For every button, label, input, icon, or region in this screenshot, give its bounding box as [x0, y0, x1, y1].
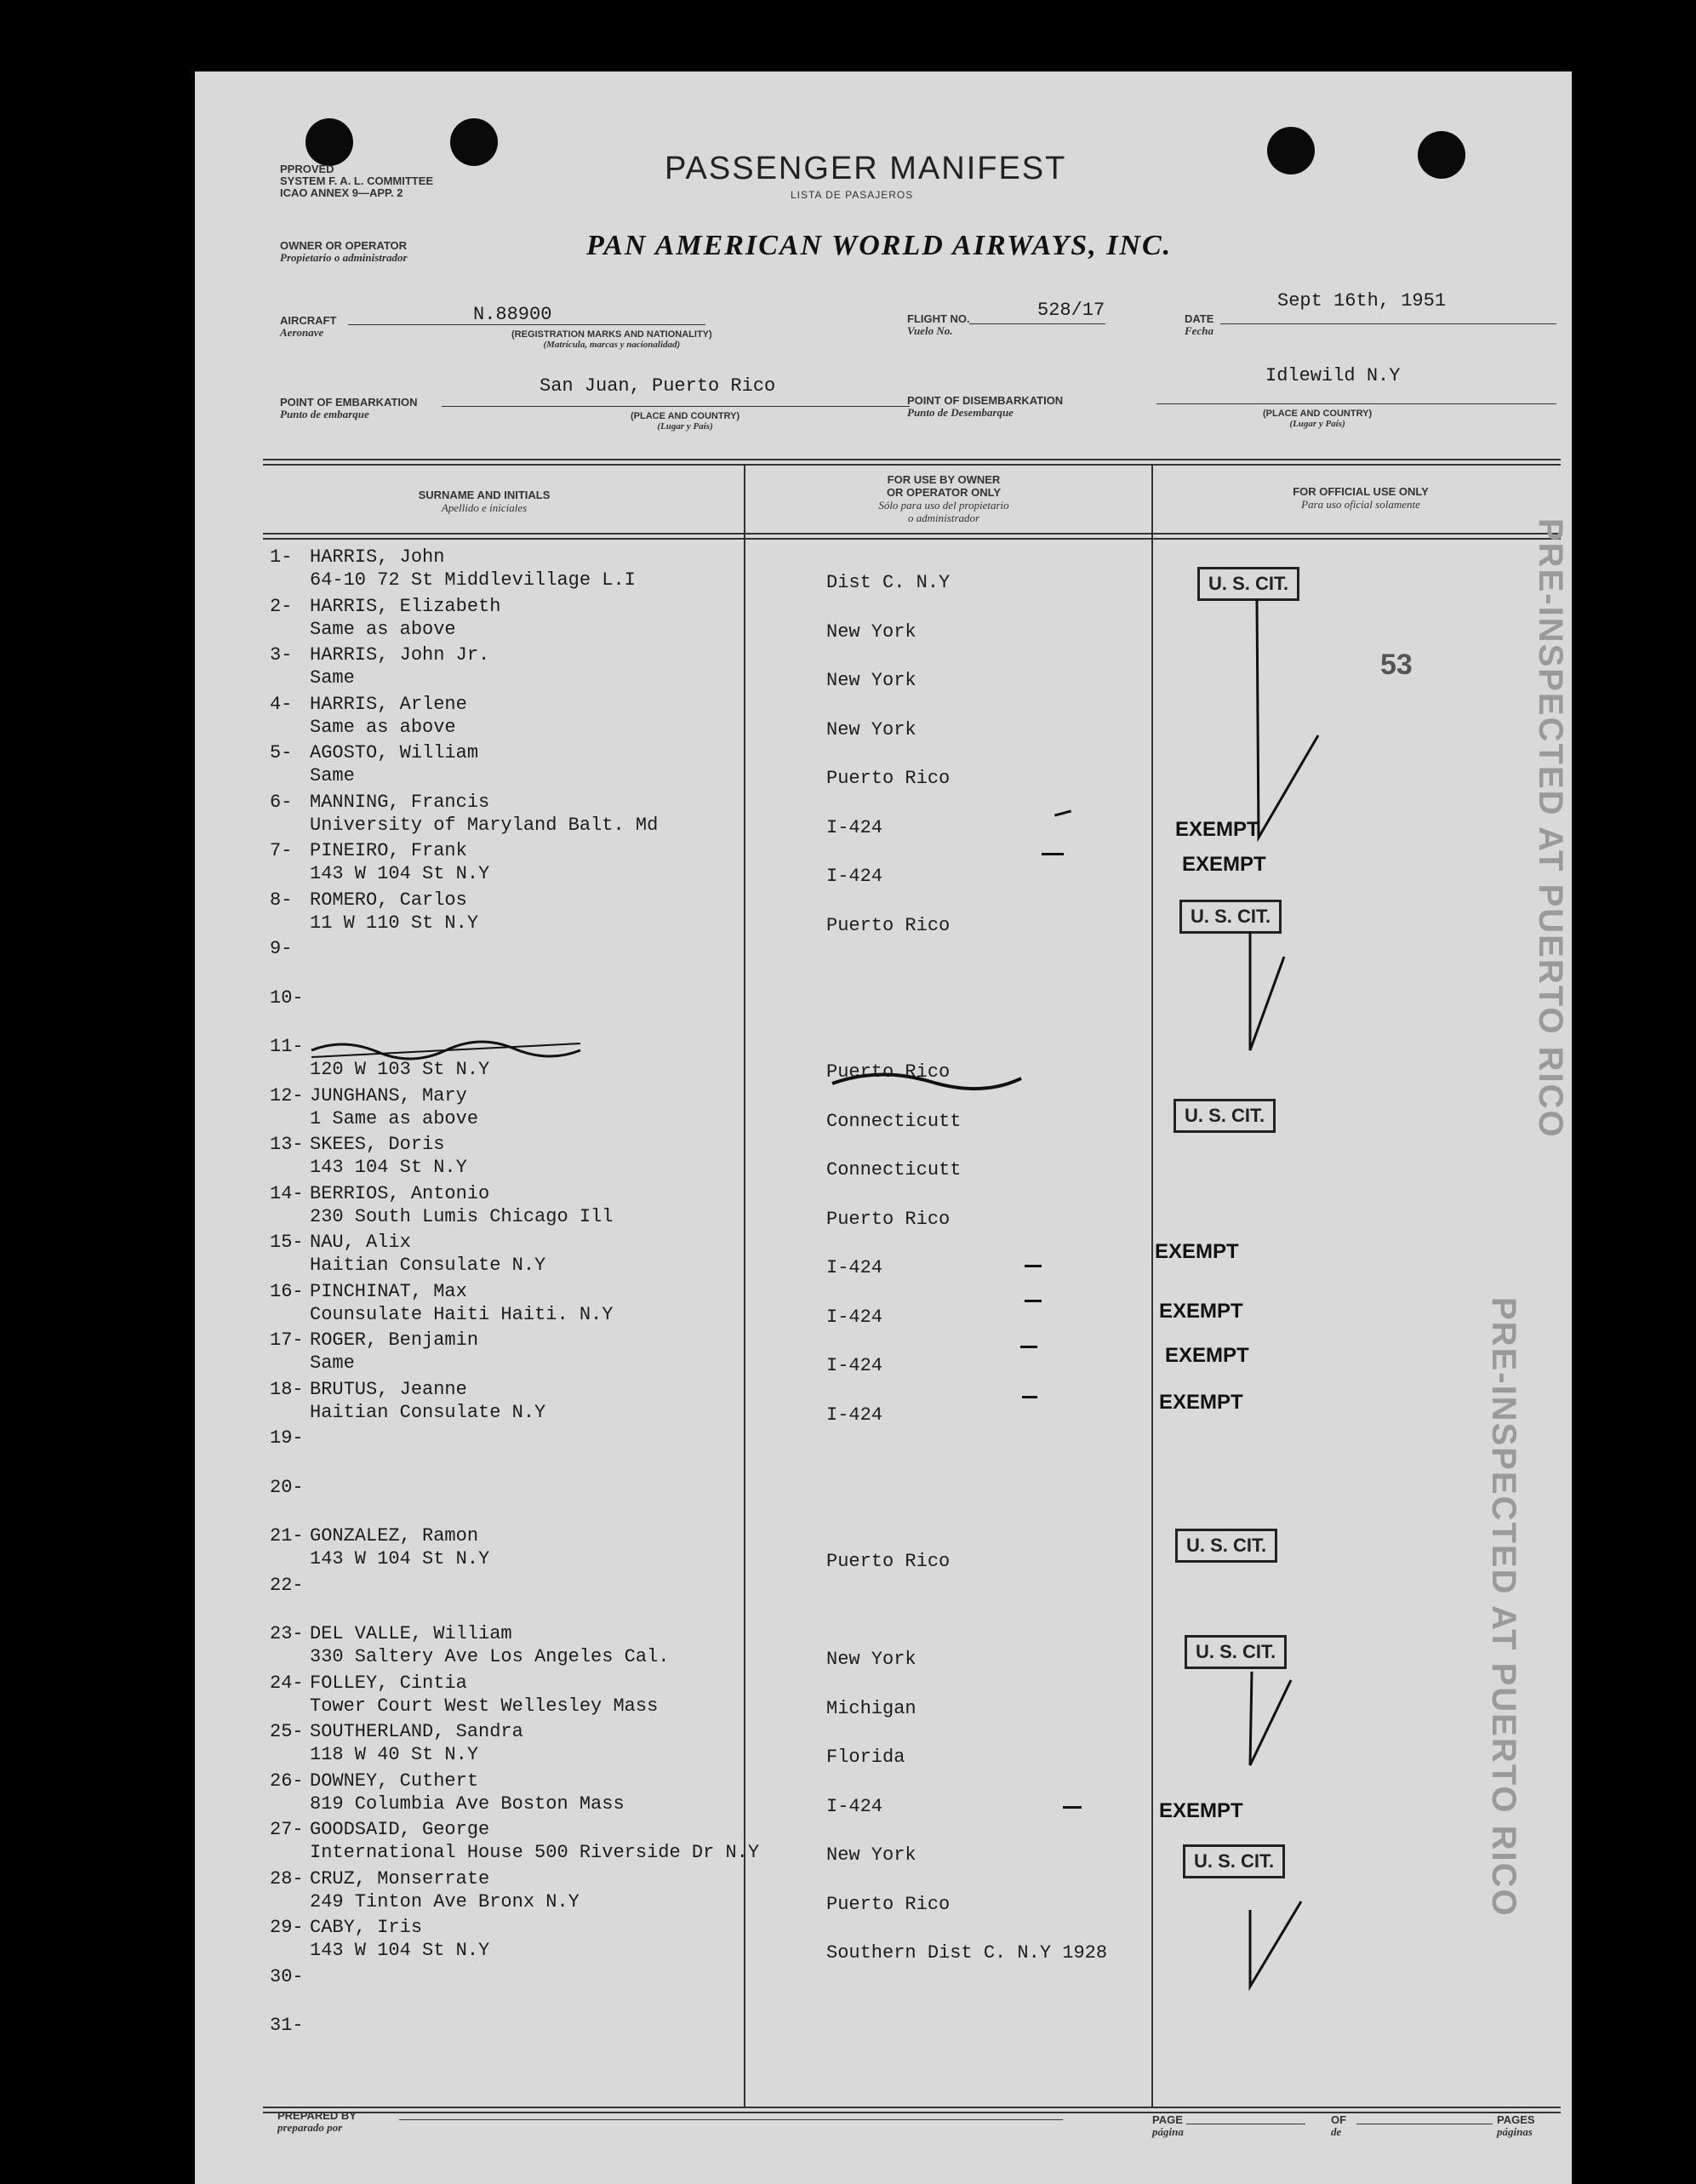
handwritten-count: 53	[1380, 649, 1413, 681]
table-row	[195, 546, 1556, 596]
handwritten-dash	[1025, 1265, 1042, 1267]
exempt-mark: EXEMPT	[1159, 1300, 1243, 1323]
passenger-name: PINEIRO, Frank	[310, 840, 467, 861]
embarkation-line	[442, 406, 910, 407]
owner-use-entry: Puerto Rico	[826, 1551, 951, 1572]
embarkation-label-es: Punto de embarque	[280, 408, 369, 420]
col-head-owner-use-en-1: FOR USE BY OWNER	[887, 473, 1001, 486]
aircraft-label-es: Aeronave	[280, 326, 324, 339]
passenger-address: University of Maryland Balt. Md	[310, 814, 659, 836]
table-row	[195, 1379, 1556, 1428]
table-row	[195, 792, 1556, 841]
row-number: 4-	[270, 693, 293, 715]
disembarkation-label	[907, 395, 1063, 419]
of-label-en: OF	[1331, 2113, 1347, 2126]
row-number: 3-	[270, 644, 293, 666]
check-mark-icon	[1216, 923, 1318, 1059]
handwritten-dash	[1042, 853, 1064, 855]
owner-use-entry: I-424	[826, 1306, 883, 1328]
disembarkation-value: Idlewild N.Y	[1265, 365, 1401, 386]
of-label-es: de	[1331, 2125, 1342, 2138]
table-row	[195, 1281, 1556, 1330]
passenger-address: 330 Saltery Ave Los Angeles Cal.	[310, 1646, 670, 1667]
aircraft-value: N.88900	[473, 304, 552, 325]
col-head-owner-use-en-2: OR OPERATOR ONLY	[886, 486, 1002, 499]
row-number: 30-	[270, 1965, 304, 1987]
owner-label-en: OWNER OR OPERATOR	[280, 239, 408, 252]
row-number: 5-	[270, 742, 293, 763]
check-mark-icon	[1216, 591, 1335, 855]
date-label-en: DATE	[1185, 312, 1214, 325]
table-row	[195, 1623, 1556, 1672]
page-subtitle: LISTA DE PASAJEROS	[791, 189, 914, 201]
col-head-owner-use-es-1: Sólo para uso del propietario	[878, 499, 1009, 512]
passenger-name: HARRIS, Arlene	[310, 693, 467, 715]
col-head-official-use-es: Para uso oficial solamente	[1301, 498, 1420, 511]
pages-label-en: PAGES	[1497, 2113, 1535, 2126]
check-mark-icon	[1242, 1893, 1344, 1995]
registration-caption-en: (REGISTRATION MARKS AND NATIONALITY)	[511, 329, 712, 340]
passenger-address: Same	[310, 765, 355, 786]
exempt-mark: EXEMPT	[1155, 1240, 1239, 1263]
passenger-address: 143 W 104 St N.Y	[310, 863, 490, 884]
handwritten-dash	[1025, 1300, 1042, 1302]
owner-use-entry: I-424	[826, 816, 883, 838]
table-row	[195, 1575, 1556, 1624]
passenger-name: SKEES, Doris	[310, 1134, 445, 1155]
us-cit-stamp: U. S. CIT.	[1183, 1844, 1285, 1878]
prepared-by-es: preparado por	[277, 2121, 343, 2134]
owner-use-entry: Puerto Rico	[826, 1208, 951, 1230]
table-row	[195, 644, 1556, 694]
row-number: 31-	[270, 2015, 304, 2036]
airline-name: PAN AMERICAN WORLD AIRWAYS, INC.	[586, 230, 1173, 261]
passenger-name: GONZALEZ, Ramon	[310, 1525, 479, 1547]
us-cit-stamp: U. S. CIT.	[1175, 1529, 1277, 1563]
passenger-name: ROGER, Benjamin	[310, 1329, 479, 1351]
approved-line: SYSTEM F. A. L. COMMITTEE	[280, 174, 434, 187]
passenger-name: DEL VALLE, William	[310, 1623, 512, 1644]
us-cit-stamp: U. S. CIT.	[1173, 1099, 1276, 1133]
row-number: 11-	[270, 1036, 304, 1057]
passenger-address: Haitian Consulate N.Y	[310, 1401, 546, 1423]
row-number: 23-	[270, 1623, 304, 1644]
table-row	[195, 596, 1556, 645]
passenger-address: Counsulate Haiti Haiti. N.Y	[310, 1303, 614, 1325]
date-value: Sept 16th, 1951	[1277, 290, 1447, 312]
embarkation-label-en: POINT OF EMBARKATION	[280, 396, 418, 409]
exempt-mark: EXEMPT	[1175, 818, 1259, 841]
passenger-name: JUNGHANS, Mary	[310, 1084, 467, 1106]
passenger-name: CRUZ, Monserrate	[310, 1867, 490, 1890]
check-mark-icon	[1216, 1663, 1318, 1774]
table-row	[195, 1329, 1556, 1379]
owner-use-entry: I-424	[826, 1257, 883, 1278]
owner-use-entry: New York	[826, 620, 917, 643]
row-number: 21-	[270, 1525, 304, 1547]
table-row	[195, 1525, 1556, 1575]
embarkation-value: San Juan, Puerto Rico	[540, 375, 776, 397]
passenger-name: DOWNEY, Cuthert	[310, 1769, 479, 1792]
owner-use-entry: Puerto Rico	[826, 1893, 951, 1915]
passenger-address: 120 W 103 St N.Y	[310, 1059, 490, 1080]
manifest-sheet	[195, 71, 1572, 2184]
passenger-name: FOLLEY, Cintia	[310, 1672, 467, 1694]
exempt-mark: EXEMPT	[1159, 1391, 1243, 1414]
flight-label-es: Vuelo No.	[907, 324, 953, 337]
registration-caption-es: (Matrícula, marcas y nacionalidad)	[543, 340, 681, 350]
owner-use-entry: I-424	[826, 1795, 883, 1817]
table-row	[195, 1672, 1556, 1722]
table-row	[195, 840, 1556, 889]
table-row	[195, 987, 1556, 1037]
passenger-name: HARRIS, Elizabeth	[310, 595, 501, 617]
row-number: 27-	[270, 1819, 304, 1840]
passenger-address: Same as above	[310, 716, 456, 738]
passenger-name: CABY, Iris	[310, 1917, 423, 1938]
row-number: 19-	[270, 1427, 304, 1449]
table-row	[195, 938, 1556, 987]
of-label	[1331, 2114, 1346, 2138]
scribble-strikeout	[829, 1063, 1025, 1097]
place-caption-en: (PLACE AND COUNTRY)	[631, 411, 740, 421]
row-number: 10-	[270, 986, 304, 1009]
table-top-rule	[263, 464, 1561, 466]
prepared-by-en: PREPARED BY	[277, 2109, 357, 2122]
punch-hole	[1267, 127, 1315, 174]
owner-label-es: Propietario o administrador	[280, 251, 408, 264]
row-number: 26-	[270, 1769, 304, 1792]
pages-label	[1497, 2114, 1535, 2138]
owner-use-entry: I-424	[826, 1404, 883, 1426]
row-number: 25-	[270, 1721, 304, 1742]
row-number: 15-	[270, 1232, 304, 1253]
exempt-mark: EXEMPT	[1182, 853, 1266, 876]
row-number: 9-	[270, 938, 293, 959]
owner-use-entry: Dist C. N.Y	[826, 572, 951, 593]
pre-inspected-stamp: PRE-INSPECTED AT PUERTO RICO	[1485, 1297, 1522, 1918]
pages-label-es: páginas	[1497, 2125, 1533, 2138]
table-bottom-rule	[263, 2112, 1561, 2113]
passenger-address: 143 W 104 St N.Y	[310, 1548, 490, 1569]
row-number: 14-	[270, 1182, 304, 1204]
owner-label	[280, 240, 408, 264]
place-caption-es: (Lugar y País)	[657, 421, 713, 432]
col-head-surname-en: SURNAME AND INITIALS	[418, 489, 551, 501]
row-number: 20-	[270, 1476, 304, 1498]
passenger-name: HARRIS, John	[310, 546, 445, 568]
passenger-name: NAU, Alix	[310, 1232, 411, 1253]
col-head-official-use	[1199, 485, 1522, 511]
passenger-address: 118 W 40 St N.Y	[310, 1744, 479, 1765]
passenger-address: 143 104 St N.Y	[310, 1157, 467, 1178]
table-row	[195, 1477, 1556, 1526]
row-number: 17-	[270, 1329, 304, 1351]
approved-line: PPROVED	[280, 163, 334, 175]
table-row	[195, 1770, 1556, 1820]
passenger-address: 143 W 104 St N.Y	[310, 1940, 490, 1961]
owner-use-entry: New York	[826, 1844, 917, 1866]
page-label-en: PAGE	[1152, 2113, 1183, 2126]
owner-use-entry: Puerto Rico	[826, 768, 951, 789]
us-cit-stamp: U. S. CIT.	[1185, 1635, 1287, 1669]
table-header-rule	[263, 533, 1561, 535]
row-number: 16-	[270, 1280, 304, 1302]
passenger-address: 64-10 72 St Middlevillage L.I	[310, 569, 636, 591]
passenger-address: Same	[310, 1352, 355, 1374]
exempt-mark: EXEMPT	[1159, 1799, 1243, 1822]
owner-use-entry: New York	[826, 670, 917, 691]
owner-use-entry: Connecticutt	[826, 1110, 962, 1132]
col-head-owner-use	[791, 473, 1097, 524]
approved-block	[280, 163, 433, 199]
row-number: 2-	[270, 595, 293, 617]
table-row	[195, 1868, 1556, 1918]
flight-line	[969, 323, 1105, 324]
table-row	[195, 1721, 1556, 1770]
owner-use-entry: I-424	[826, 1355, 883, 1376]
row-number: 13-	[270, 1134, 304, 1155]
row-number: 7-	[270, 840, 293, 861]
scribble-strikeout	[310, 1033, 582, 1067]
passenger-name: BERRIOS, Antonio	[310, 1182, 490, 1204]
row-number: 28-	[270, 1867, 304, 1890]
owner-use-entry: Connecticutt	[826, 1159, 962, 1181]
owner-use-entry: New York	[826, 718, 917, 740]
table-row	[195, 694, 1556, 743]
passenger-address: 819 Columbia Ave Boston Mass	[310, 1792, 625, 1815]
table-row	[195, 1183, 1556, 1232]
passenger-name: GOODSAID, George	[310, 1819, 490, 1840]
embarkation-place-caption	[631, 411, 740, 432]
disembarkation-label-en: POINT OF DISEMBARKATION	[907, 394, 1064, 407]
page-label-es: página	[1152, 2125, 1184, 2138]
approved-line: ICAO ANNEX 9—APP. 2	[280, 186, 403, 199]
row-number: 12-	[270, 1084, 304, 1106]
owner-use-entry: Southern Dist C. N.Y 1928	[826, 1942, 1108, 1964]
owner-use-entry: Michigan	[826, 1697, 917, 1719]
row-number: 24-	[270, 1672, 304, 1694]
passenger-address: 11 W 110 St N.Y	[310, 912, 479, 934]
table-row	[195, 1917, 1556, 1966]
row-number: 1-	[270, 546, 293, 568]
table-row	[195, 742, 1556, 792]
prepared-by	[277, 2110, 357, 2134]
handwritten-dash	[1022, 1396, 1037, 1398]
table-row	[195, 1232, 1556, 1281]
passenger-address: Tower Court West Wellesley Mass	[310, 1695, 659, 1717]
owner-use-entry: Puerto Rico	[826, 1061, 951, 1083]
passenger-address: Same	[310, 667, 355, 689]
date-label	[1185, 313, 1213, 337]
disembarkation-place-caption	[1263, 409, 1372, 429]
prepared-by-line	[399, 2119, 1063, 2120]
owner-use-entry: Florida	[826, 1747, 905, 1768]
date-label-es: Fecha	[1185, 324, 1213, 337]
passenger-address: Same as above	[310, 618, 456, 640]
passenger-name: BRUTUS, Jeanne	[310, 1378, 467, 1400]
table-bottom-rule	[263, 2107, 1561, 2108]
embarkation-label	[280, 397, 418, 420]
passenger-address: Haitian Consulate N.Y	[310, 1255, 546, 1276]
passenger-name: ROMERO, Carlos	[310, 889, 467, 911]
passenger-address: 1 Same as above	[310, 1107, 479, 1129]
disembarkation-line	[1156, 403, 1556, 404]
us-cit-stamp: U. S. CIT.	[1179, 900, 1282, 934]
passenger-name: MANNING, Francis	[310, 791, 490, 813]
flight-label-en: FLIGHT NO.	[907, 312, 970, 325]
page-label	[1152, 2114, 1184, 2138]
date-line	[1220, 323, 1556, 324]
passenger-address: 249 Tinton Ave Bronx N.Y	[310, 1890, 580, 1912]
table-row	[195, 1134, 1556, 1183]
table-row	[195, 1966, 1556, 2015]
exempt-mark: EXEMPT	[1165, 1344, 1249, 1367]
col-head-official-use-en: FOR OFFICIAL USE ONLY	[1293, 485, 1429, 498]
handwritten-dash	[1063, 1806, 1082, 1809]
flight-value: 528/17	[1037, 300, 1105, 321]
col-head-surname-es: Apellido e iniciales	[441, 501, 528, 514]
punch-hole	[1418, 131, 1465, 179]
flight-label	[907, 313, 970, 337]
disembarkation-label-es: Punto de Desembarque	[907, 406, 1014, 419]
row-number: 22-	[270, 1574, 304, 1596]
passenger-name: HARRIS, John Jr.	[310, 644, 490, 666]
punch-hole	[450, 118, 498, 166]
pre-inspected-stamp: PRE-INSPECTED AT PUERTO RICO	[1532, 518, 1569, 1139]
aircraft-label	[280, 315, 336, 339]
row-number: 6-	[270, 791, 293, 813]
table-top-rule	[263, 459, 1561, 460]
passenger-address: 230 South Lumis Chicago Ill	[310, 1205, 614, 1227]
col-head-owner-use-es-2: o administrador	[907, 512, 980, 524]
passenger-address: International House 500 Riverside Dr N.Y	[310, 1842, 760, 1863]
row-number: 29-	[270, 1917, 304, 1938]
aircraft-label-en: AIRCRAFT	[280, 314, 337, 327]
table-row	[195, 1819, 1556, 1868]
owner-use-entry: I-424	[826, 866, 883, 887]
row-number: 18-	[270, 1378, 304, 1400]
place-caption-en: (PLACE AND COUNTRY)	[1263, 409, 1373, 419]
row-number: 8-	[270, 889, 293, 911]
place-caption-es: (Lugar y País)	[1289, 419, 1345, 429]
table-row	[195, 889, 1556, 939]
table-header-rule	[263, 538, 1561, 540]
handwritten-dash	[1020, 1346, 1037, 1348]
table-row	[195, 1427, 1556, 1477]
passenger-name: PINCHINAT, Max	[310, 1280, 467, 1302]
page-title: PASSENGER MANIFEST	[665, 151, 1067, 186]
owner-use-entry: Puerto Rico	[826, 914, 951, 936]
table-row	[195, 2015, 1556, 2064]
passenger-name: SOUTHERLAND, Sandra	[310, 1721, 523, 1742]
us-cit-stamp: U. S. CIT.	[1197, 567, 1299, 601]
punch-hole	[306, 118, 353, 166]
passenger-name: AGOSTO, William	[310, 742, 479, 763]
col-head-surname	[314, 489, 654, 514]
registration-caption	[511, 329, 712, 350]
owner-use-entry: New York	[826, 1649, 917, 1670]
